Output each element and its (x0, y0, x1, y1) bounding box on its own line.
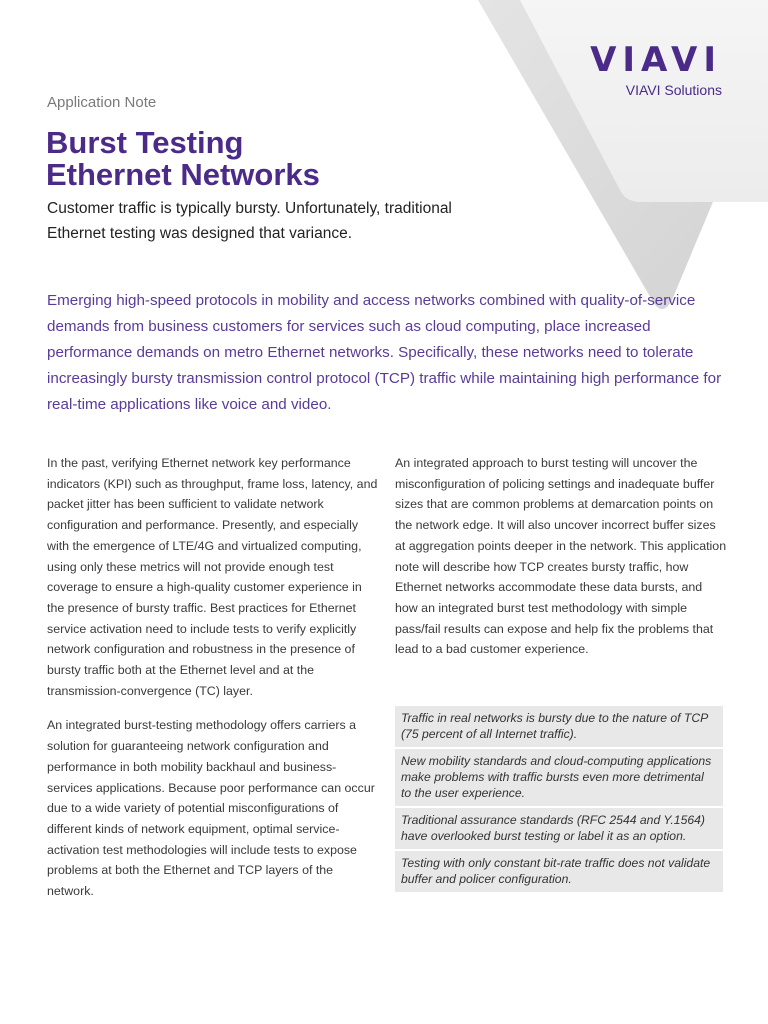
callout-item: New mobility standards and cloud-computing applications make problems with traffic bursts even more detrimental to the user experience. (395, 749, 723, 808)
document-type-label: Application Note (47, 94, 157, 111)
logo-subtitle: VIAVI Solutions (625, 82, 722, 98)
body-column-left (47, 453, 379, 916)
callout-item: Traffic in real networks is bursty due to the nature of TCP (75 percent of all Internet traffic). (395, 706, 723, 749)
title-line-2: Ethernet Networks (46, 157, 320, 192)
body-paragraph: An integrated burst-testing methodology offers carriers a solution for guaranteeing network configuration and performance in both mobility backhaul and business-services applications. Because poor performance can occur due to a wide variety of potential misconfigurations of different kinds of network equipment, optimal service-activation test methodologies will include tests to expose problems at both the Ethernet and TCP layers of the network. (47, 718, 375, 899)
callout-box (395, 706, 723, 894)
callout-item: Testing with only constant bit-rate traffic does not validate buffer and policer configuration. (395, 851, 723, 894)
body-column-right (395, 453, 727, 674)
brand-logo (590, 40, 722, 98)
lead-paragraph: Emerging high-speed protocols in mobility and access networks combined with quality-of-service demands from business customers for services such as cloud computing, place increased performance demands on metro Ethernet networks. Specifically, these networks need to tolerate increasingly bursty transmission control protocol (TCP) traffic while maintaining high performance for real-time applications like voice and video. (47, 292, 722, 413)
callout-item: Traditional assurance standards (RFC 2544 and Y.1564) have overlooked burst testing or label it as an option. (395, 808, 723, 851)
viavi-logo-mark: VIAVI (590, 40, 722, 80)
body-paragraph: In the past, verifying Ethernet network key performance indicators (KPI) such as throughput, frame loss, latency, and packet jitter has been sufficient to validate network configuration and performance. Presently, and especially with the emergence of LTE/4G and virtualized computing, using only these metrics will not provide enough test coverage to ensure a high-quality customer experience in the presence of bursty traffic. Best practices for Ethernet service activation need to include tests to verify explicitly network configuration and robustness in the presence of bursty traffic both at the Ethernet level and at the transmission-convergence (TC) layer. (47, 456, 378, 698)
body-paragraph: An integrated approach to burst testing will uncover the misconfiguration of policing settings and inadequate buffer sizes that are common problems at demarcation points on the network edge. It will also uncover incorrect buffer sizes at aggregation points deeper in the network. This application note will describe how TCP creates bursty traffic, how Ethernet networks accommodate these data bursts, and how an integrated burst test methodology with simple pass/fail results can expose and help fix the problems that lead to a bad customer experience. (395, 456, 727, 657)
title-line-1: Burst Testing (46, 125, 244, 160)
page-subtitle: Customer traffic is typically bursty. Unfortunately, traditional Ethernet testing was designed that variance. (47, 200, 452, 242)
page-title (46, 127, 320, 191)
